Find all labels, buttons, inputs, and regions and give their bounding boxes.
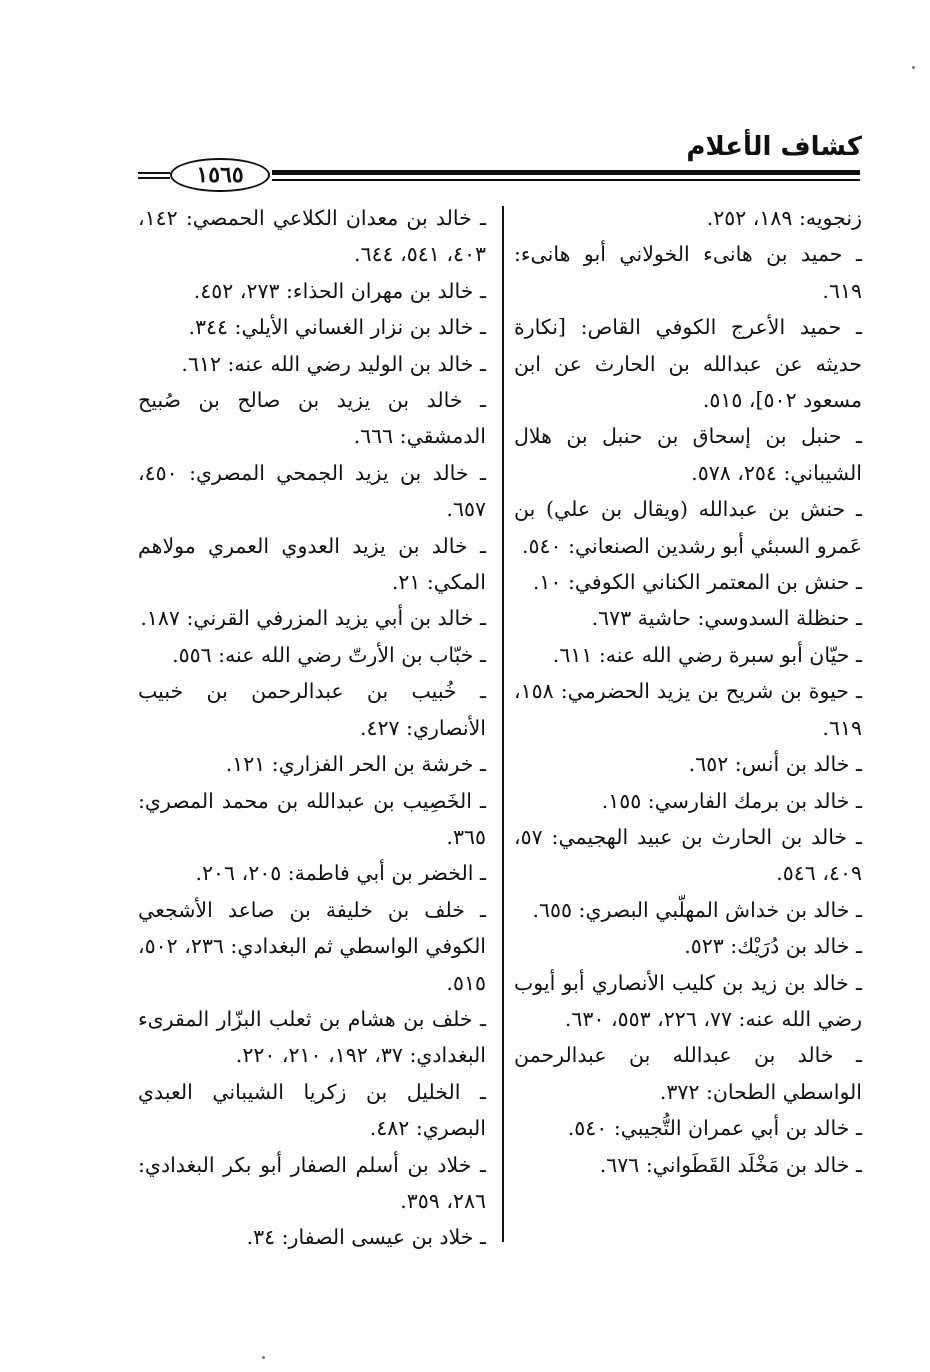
header-rule-thin: [272, 179, 860, 181]
index-entry: ـ خلاد بن أسلم الصفار أبو بكر البغدادي: ٢٨٦، ٣٥٩.: [138, 1152, 486, 1213]
index-entry: ـ حنبل بن إسحاق بن حنبل بن هلال الشيباني: ٢٥٤، ٥٧٨.: [514, 424, 862, 485]
index-entry: ـ خالد بن الوليد رضي الله عنه: ٦١٢.: [181, 351, 486, 376]
index-entry: ـ خالد بن عبدالله بن عبدالرحمن الواسطي الطحان: ٣٧٢.: [514, 1043, 862, 1104]
index-entry: ـ حميد الأعرج الكوفي القاص: [نكارة حديثه عن عبدالله بن الحارث عن ابن مسعود ٥٠٢]، ٥١٥.: [514, 315, 862, 413]
index-entry: ـ الخَصِيب بن عبدالله بن محمد المصري: ٣٦٥.: [138, 788, 486, 849]
scan-speck: [262, 1356, 265, 1359]
index-entry: ـ خالد بن مهران الحذاء: ٢٧٣، ٤٥٢.: [193, 278, 486, 303]
index-entry: ـ خالد بن أبي عمران التُّجيبي: ٥٤٠.: [567, 1116, 862, 1141]
index-entry: ـ خالد بن أنس: ٦٥٢.: [688, 752, 862, 777]
index-entry: ـ خالد بن معدان الكلاعي الحمصي: ١٤٢، ٤٠٣، ٥٤١، ٦٤٤.: [138, 206, 486, 267]
index-entry: ـ خالد بن خداش المهلّبي البصري: ٦٥٥.: [532, 897, 862, 922]
index-entry: ـ خلف بن هشام بن ثعلب البزّار المقرىء البغدادي: ٣٧، ١٩٢، ٢١٠، ٢٢٠.: [138, 1006, 486, 1068]
header-rule-thick: [272, 170, 860, 175]
index-entry: ـ الخضر بن أبي فاطمة: ٢٠٥، ٢٠٦.: [195, 861, 486, 886]
index-entry: ـ خرشة بن الحر الفزاري: ١٢١.: [225, 752, 486, 777]
index-entry: ـ خالد بن دُرَيْك: ٥٢٣.: [684, 934, 862, 959]
index-entry: ـ خالد بن الحارث بن عبيد الهجيمي: ٥٧، ٤٠٩، ٥٤٦.: [514, 824, 862, 886]
index-column-right: [514, 200, 862, 1183]
page-number: ١٥٦٥: [170, 158, 270, 192]
index-entry: ـ حيوة بن شريح بن يزيد الحضرمي: ١٥٨، ٦١٩.: [514, 679, 862, 740]
index-entry: ـ خالد بن نزار الغساني الأيلي: ٣٤٤.: [188, 315, 486, 340]
running-title: كشاف الأعلام: [686, 132, 862, 162]
index-entry: ـ خالد بن أبي يزيد المزرفي القرني: ١٨٧.: [140, 606, 486, 631]
index-entry: ـ حيّان أبو سبرة رضي الله عنه: ٦١١.: [552, 642, 862, 667]
header-rule-left-bottom: [138, 177, 170, 179]
index-entry: ـ حنظلة السدوسي: حاشية ٦٧٣.: [591, 606, 862, 631]
column-divider: [502, 206, 504, 1242]
index-entry: ـ حنش بن عبدالله (ويقال بن علي) بن عَمرو السبئي أبو رشدين الصنعاني: ٥٤٠.: [514, 497, 862, 558]
index-entry: ـ خالد بن يزيد بن صالح بن صُبيح الدمشقي: ٦٦٦.: [138, 388, 486, 449]
index-entry: ـ الخليل بن زكريا الشيباني العبدي البصري: ٤٨٢.: [138, 1079, 486, 1141]
index-entry: ـ خلف بن خليفة بن صاعد الأشجعي الكوفي الواسطي ثم البغدادي: ٢٣٦، ٥٠٢، ٥١٥.: [138, 897, 487, 995]
index-entry: ـ حميد بن هانىء الخولاني أبو هانىء: ٦١٩.: [514, 242, 862, 303]
index-entry: ـ خالد بن برمك الفارسي: ١٥٥.: [601, 788, 862, 813]
index-entry: ـ خالد بن زيد بن كليب الأنصاري أبو أيوب رضي الله عنه: ٧٧، ٢٢٦، ٥٥٣، ٦٣٠.: [514, 970, 862, 1031]
header-rule-left-top: [138, 172, 170, 174]
scan-speck: [912, 66, 915, 69]
index-column-left: [138, 200, 486, 1256]
index-entry: ـ خالد بن مَخْلَد القَطَواني: ٦٧٦.: [599, 1152, 862, 1177]
page-header: [0, 0, 930, 200]
index-entry: زنجويه: ١٨٩، ٢٥٢.: [706, 206, 862, 230]
index-entry: ـ خلاد بن عيسى الصفار: ٣٤.: [246, 1225, 486, 1250]
index-entry: ـ خالد بن يزيد الجمحي المصري: ٤٥٠، ٦٥٧.: [138, 460, 486, 522]
index-entry: ـ خُبيب بن عبدالرحمن بن خبيب الأنصاري: ٤٢٧.: [138, 679, 486, 740]
index-entry: ـ خبّاب بن الأرتّ رضي الله عنه: ٥٥٦.: [172, 642, 486, 667]
index-entry: ـ خالد بن يزيد العدوي العمري مولاهم المكي: ٢١.: [138, 533, 486, 595]
index-entry: ـ حنش بن المعتمر الكناني الكوفي: ١٠.: [532, 570, 862, 595]
